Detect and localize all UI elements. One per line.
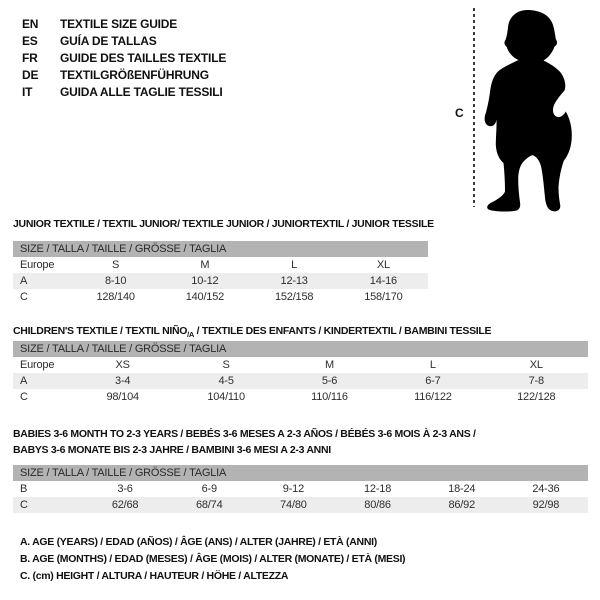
height-measure-dashed-line xyxy=(473,8,475,207)
age-cell: 4-5 xyxy=(218,375,234,387)
age-cell: 8-10 xyxy=(105,275,127,287)
row-label: B xyxy=(20,483,28,495)
childrens-size-table xyxy=(13,341,588,405)
title-line-1: BABIES 3-6 MONTH TO 2-3 YEARS / BEBÉS 3-6 MESES A 2-3 AÑOS / BÉBÉS 3-6 MOIS À 2-3 ANS / xyxy=(13,428,476,440)
height-measure-label: C xyxy=(455,106,464,120)
language-code: FR xyxy=(22,50,38,65)
language-code: IT xyxy=(22,84,33,99)
height-cell: 74/80 xyxy=(280,499,307,511)
table-row-age-months xyxy=(13,481,588,497)
legend-footnotes xyxy=(20,536,405,587)
height-cell: 128/140 xyxy=(96,291,135,303)
size-cell: XL xyxy=(529,359,543,371)
height-cell: 62/68 xyxy=(111,499,139,511)
table-row-age xyxy=(13,273,428,289)
row-label: C xyxy=(20,391,28,403)
size-cell: L xyxy=(291,259,298,271)
row-label: Europe xyxy=(20,259,55,271)
size-cell: S xyxy=(222,359,230,371)
language-code: DE xyxy=(22,67,39,82)
row-label: C xyxy=(20,291,28,303)
age-cell: 24-36 xyxy=(532,483,560,495)
height-cell: 92/98 xyxy=(532,499,560,511)
height-cell: 122/128 xyxy=(517,391,556,403)
height-cell: 116/122 xyxy=(414,391,452,403)
height-cell: 80/86 xyxy=(364,499,391,511)
footnote-b: B. AGE (MONTHS) / EDAD (MESES) / ÂGE (MOIS) / ALTER (MONATE) / ETÀ (MESI) xyxy=(20,553,406,565)
language-title: GUIDA ALLE TAGLIE TESSILI xyxy=(60,84,223,99)
size-header-band: SIZE / TALLA / TAILLE / GRÖSSE / TAGLIA xyxy=(13,465,588,481)
row-label: A xyxy=(20,275,28,287)
age-cell: 10-12 xyxy=(191,275,219,287)
table-row-height xyxy=(13,497,588,513)
age-cell: 6-9 xyxy=(201,483,217,495)
age-cell: 12-13 xyxy=(280,275,308,287)
age-cell: 6-7 xyxy=(425,375,441,387)
title-subscript: /A xyxy=(187,330,195,340)
junior-size-table xyxy=(13,241,428,305)
height-cell: 98/104 xyxy=(106,391,139,403)
height-cell: 152/158 xyxy=(274,291,314,303)
size-cell: M xyxy=(325,359,334,371)
age-cell: 12-18 xyxy=(364,483,392,495)
junior-table-title: JUNIOR TEXTILE / TEXTIL JUNIOR/ TEXTILE JUNIOR / JUNIORTEXTIL / JUNIOR TESSILE xyxy=(13,218,434,230)
footnote-c: C. (cm) HEIGHT / ALTURA / HAUTEUR / HÖHE / ALTEZZA xyxy=(20,570,289,582)
size-cell: M xyxy=(200,259,210,271)
row-label: Europe xyxy=(20,359,55,371)
footnote-a: A. AGE (YEARS) / EDAD (AÑOS) / ÂGE (ANS) / ALTER (JAHRE) / ETÀ (ANNI) xyxy=(20,536,377,548)
row-label: A xyxy=(20,375,28,387)
size-cell: XL xyxy=(376,259,390,271)
height-cell: 104/110 xyxy=(207,391,245,403)
size-header-band: SIZE / TALLA / TAILLE / GRÖSSE / TAGLIA xyxy=(13,341,588,357)
age-cell: 5-6 xyxy=(321,375,338,387)
language-row-it xyxy=(22,83,226,100)
language-title: GUÍA DE TALLAS xyxy=(60,33,157,48)
age-cell: 7-8 xyxy=(528,375,544,387)
table-row-europe xyxy=(13,257,428,273)
height-cell: 158/170 xyxy=(364,291,403,303)
age-cell: 3-6 xyxy=(117,483,133,495)
babies-table-title xyxy=(13,426,476,458)
size-cell: XS xyxy=(115,359,130,371)
language-title-list xyxy=(22,15,226,100)
height-cell: 86/92 xyxy=(448,499,475,511)
language-title: GUIDE DES TAILLES TEXTILE xyxy=(60,50,227,65)
language-row-es xyxy=(22,32,226,49)
title-text: / TEXTILE DES ENFANTS / KINDERTEXTIL / BAMBINI TESSILE xyxy=(194,325,492,337)
height-cell: 140/152 xyxy=(185,291,225,303)
size-cell: S xyxy=(112,259,120,271)
language-row-en xyxy=(22,15,226,32)
baby-silhouette-icon xyxy=(480,7,576,212)
title-line-2: BABYS 3-6 MONATE BIS 2-3 JAHRE / BAMBINI 3-6 MESI A 2-3 ANNI xyxy=(13,444,331,456)
age-cell: 9-12 xyxy=(282,483,305,495)
language-title: TEXTILGRÖßENFÜHRUNG xyxy=(60,67,209,82)
table-row-height xyxy=(13,389,588,405)
age-cell: 14-16 xyxy=(369,275,397,287)
height-cell: 68/74 xyxy=(195,499,223,511)
size-header-band: SIZE / TALLA / TAILLE / GRÖSSE / TAGLIA xyxy=(13,241,428,257)
row-label: C xyxy=(20,499,28,511)
language-code: ES xyxy=(22,33,38,48)
age-cell: 3-4 xyxy=(115,375,131,387)
table-row-europe xyxy=(13,357,588,373)
table-row-age xyxy=(13,373,588,389)
babies-size-table xyxy=(13,465,588,513)
age-cell: 18-24 xyxy=(448,483,476,495)
language-row-de xyxy=(22,66,226,83)
language-title: TEXTILE SIZE GUIDE xyxy=(60,16,178,31)
language-code: EN xyxy=(22,16,39,31)
height-cell: 110/116 xyxy=(311,391,348,403)
title-text: CHILDREN'S TEXTILE / TEXTIL NIÑO xyxy=(13,325,188,337)
language-row-fr xyxy=(22,49,226,66)
table-row-height xyxy=(13,289,428,305)
size-cell: L xyxy=(429,359,436,371)
